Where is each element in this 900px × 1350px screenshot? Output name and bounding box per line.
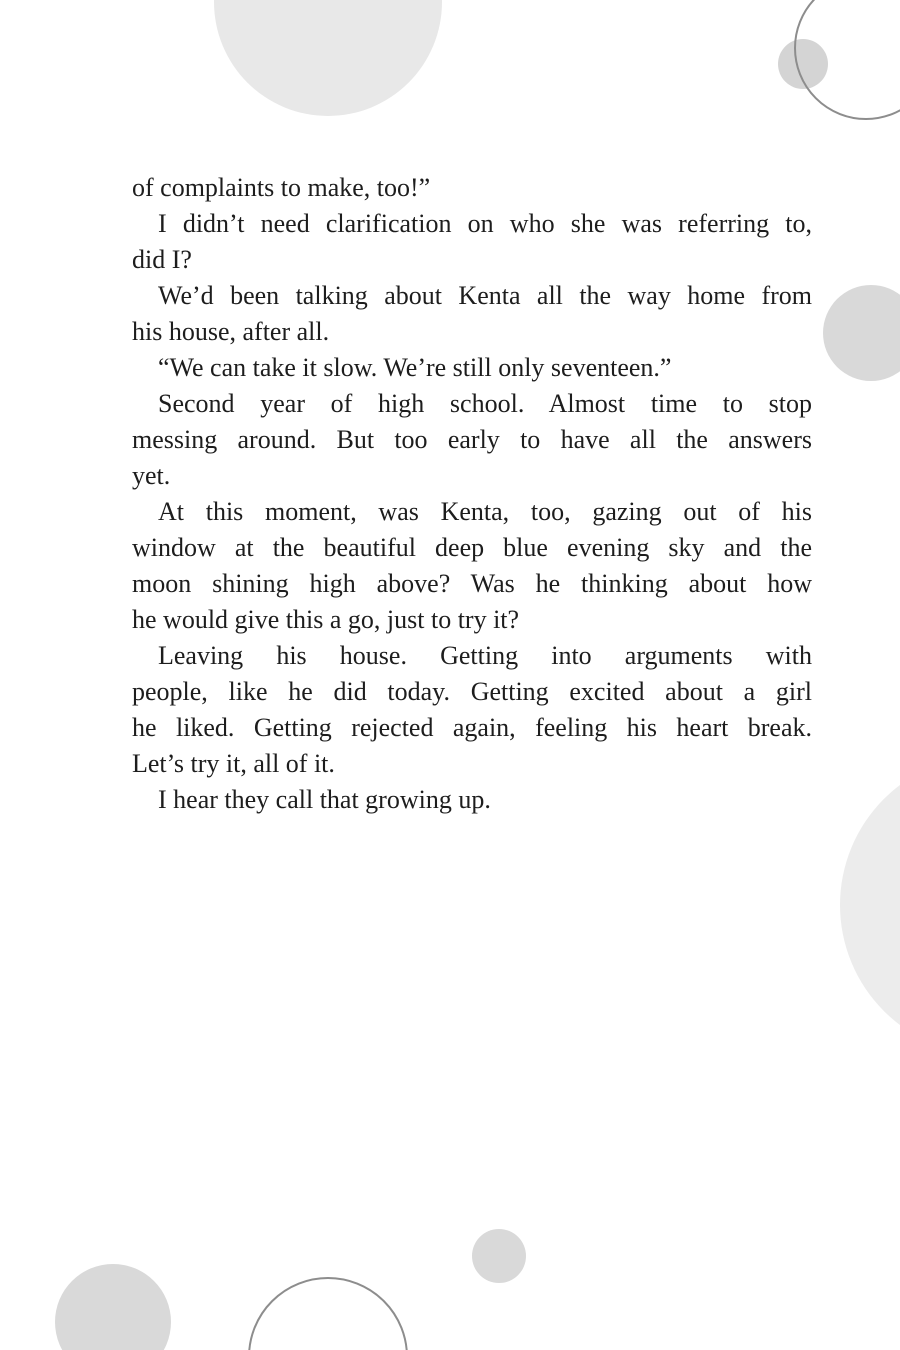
- text-line: “We can take it slow. We’re still only seventeen.”: [158, 353, 672, 382]
- paragraph: [132, 206, 812, 278]
- decorative-circle-bottom-left: [55, 1264, 171, 1350]
- decorative-circle-top-right-outline: [794, 0, 900, 120]
- text-line: moon shining high above? Was he thinking about how: [132, 569, 812, 598]
- text-line: people, like he did today. Getting excited about a girl: [132, 677, 812, 706]
- text-line: I didn’t need clarification on who she was referring to,: [158, 209, 812, 238]
- paragraph: [132, 170, 812, 206]
- decorative-circle-right-lower: [840, 755, 900, 1055]
- text-line: At this moment, was Kenta, too, gazing out of his: [158, 497, 812, 526]
- paragraph: [132, 386, 812, 494]
- text-line: window at the beautiful deep blue evening sky and the: [132, 533, 812, 562]
- text-line: Let’s try it, all of it.: [132, 749, 335, 778]
- text-line: of complaints to make, too!”: [132, 173, 431, 202]
- paragraph: [132, 494, 812, 638]
- text-line: his house, after all.: [132, 317, 330, 346]
- paragraph: [132, 782, 812, 818]
- paragraph: [132, 638, 812, 782]
- text-line: messing around. But too early to have all the answers: [132, 425, 812, 454]
- text-line: yet.: [132, 461, 171, 490]
- decorative-circle-bottom-small: [472, 1229, 526, 1283]
- text-line: I hear they call that growing up.: [158, 785, 491, 814]
- text-line: he would give this a go, just to try it?: [132, 605, 520, 634]
- decorative-circle-bottom-outline: [248, 1277, 408, 1350]
- text-line: he liked. Getting rejected again, feeling his heart break.: [132, 713, 812, 742]
- decorative-circle-top-center: [214, 0, 442, 116]
- text-line: did I?: [132, 245, 192, 274]
- decorative-circle-right-upper: [823, 285, 900, 381]
- paragraph: [132, 350, 812, 386]
- paragraph: [132, 278, 812, 350]
- book-text-block: [132, 170, 812, 818]
- text-line: Leaving his house. Getting into arguments with: [158, 641, 812, 670]
- text-line: We’d been talking about Kenta all the way home from: [158, 281, 812, 310]
- text-line: Second year of high school. Almost time to stop: [158, 389, 812, 418]
